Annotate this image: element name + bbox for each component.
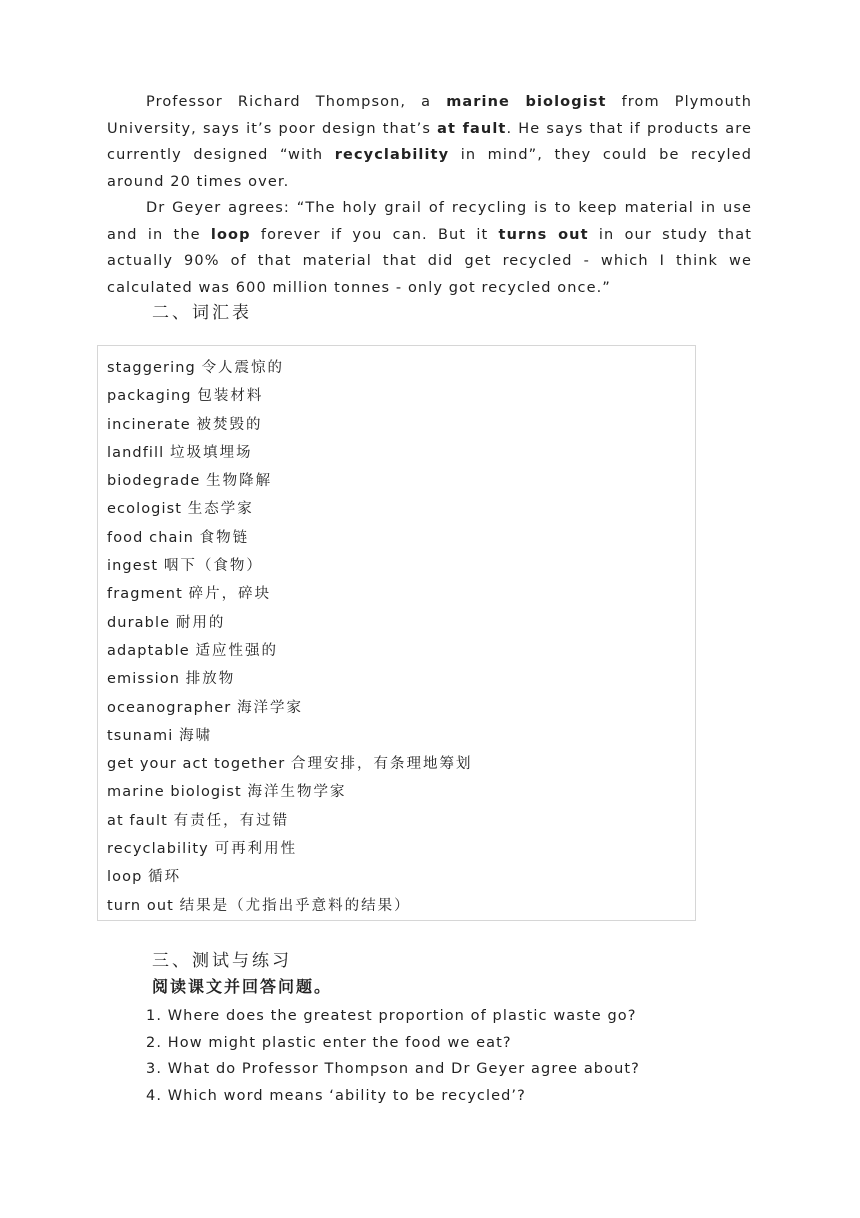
vocab-item: [107, 411, 473, 439]
vocab-item: [107, 694, 473, 722]
vocab-item: [107, 778, 473, 806]
vocab-term: biodegrade: [107, 473, 201, 490]
vocabulary-list: [107, 354, 473, 920]
vocab-term: tsunami: [107, 727, 174, 744]
vocab-item: [107, 807, 473, 835]
vocab-item: [107, 637, 473, 665]
vocab-translation: 碎片，碎块: [188, 586, 272, 603]
term-turns-out: turns out: [498, 226, 589, 243]
vocab-item: [107, 382, 473, 410]
vocab-translation: 咽下（食物）: [163, 558, 263, 575]
vocab-term: ecologist: [107, 501, 183, 518]
vocab-term: recyclability: [107, 841, 209, 858]
vocab-item: [107, 354, 473, 382]
vocab-term: oceanographer: [107, 699, 238, 716]
vocab-item: [107, 467, 473, 495]
vocab-item: [107, 439, 473, 467]
vocab-translation: 食物链: [199, 529, 250, 546]
vocab-term: incinerate: [107, 416, 197, 433]
term-recyclability: recyclability: [334, 147, 450, 163]
vocab-item: [107, 665, 473, 693]
question-item: 1. Where does the greatest proportion of plastic waste go?: [146, 1008, 637, 1024]
vocab-translation: 海洋学家: [237, 699, 304, 716]
vocab-translation: 结果是（尤指出乎意料的结果）: [179, 897, 411, 914]
vocab-term: get your act together: [107, 756, 286, 773]
vocab-translation: 合理安排，有条理地筹划: [291, 756, 473, 773]
section-title-vocabulary: 二、词汇表: [152, 303, 252, 323]
passage-paragraph-2: Dr Geyer agrees: “The holy grail of recycling is to keep material in use and in the loop forever if you can. But it turns out in our study that actually 90% of that material that did get recycled - which I think we calculated was 600 million tonnes - only got recycled once.”: [107, 200, 752, 296]
term-loop: loop: [210, 226, 251, 243]
vocab-translation: 海啸: [179, 727, 213, 744]
question-item: 4. Which word means ‘ability to be recycled’?: [146, 1087, 526, 1104]
vocab-item: [107, 552, 473, 580]
vocab-translation: 有责任，有过错: [173, 812, 290, 829]
vocab-item: [107, 892, 473, 920]
vocab-term: fragment: [107, 586, 183, 603]
vocab-translation: 海洋生物学家: [247, 784, 347, 801]
passage-paragraph-1: Professor Richard Thompson, a marine biologist from Plymouth University, says it’s poor design that’s at fault. He says that if products are currently designed “with recyclability in mind”, they could be recyled around 20 times over.: [107, 94, 753, 190]
vocab-translation: 适应性强的: [195, 642, 279, 659]
vocab-item: [107, 863, 473, 891]
term-at-fault: at fault: [437, 120, 507, 137]
vocab-term: adaptable: [107, 642, 190, 659]
vocab-item: [107, 722, 473, 750]
vocab-translation: 生物降解: [206, 473, 273, 490]
question-item: 2. How might plastic enter the food we eat?: [146, 1034, 512, 1051]
vocab-translation: 耐用的: [175, 614, 226, 631]
vocab-item: [107, 835, 473, 863]
vocab-translation: 可再利用性: [214, 841, 298, 858]
vocab-item: [107, 609, 473, 637]
vocab-translation: 垃圾填埋场: [170, 444, 253, 461]
vocab-term: food chain: [107, 529, 194, 546]
vocab-term: emission: [107, 671, 181, 688]
question-list: [146, 1003, 640, 1109]
section-title-exercises: 三、测试与练习: [152, 951, 292, 971]
vocabulary-table: [97, 345, 696, 921]
vocab-translation: 包装材料: [197, 388, 264, 405]
vocab-term: landfill: [107, 444, 165, 461]
vocab-term: loop: [107, 869, 149, 886]
vocab-translation: 令人震惊的: [201, 360, 285, 376]
question-item: 3. What do Professor Thompson and Dr Geyer agree about?: [146, 1061, 640, 1078]
vocab-item: [107, 580, 473, 608]
exercise-instruction: 阅读课文并回答问题。: [152, 977, 333, 996]
vocab-translation: 循环: [148, 869, 182, 886]
vocab-translation: 被焚毁的: [196, 416, 263, 433]
vocab-item: [107, 524, 473, 552]
vocab-translation: 排放物: [185, 671, 236, 688]
vocab-term: turn out: [107, 897, 180, 914]
vocab-term: marine biologist: [107, 784, 242, 801]
vocab-term: at fault: [107, 812, 168, 829]
vocab-term: ingest: [107, 558, 159, 575]
vocab-translation: 生态学家: [187, 501, 254, 518]
vocab-item: [107, 495, 473, 523]
vocab-term: packaging: [107, 388, 192, 405]
vocab-item: [107, 750, 473, 778]
vocab-term: staggering: [107, 360, 196, 376]
term-marine-biologist: marine biologist: [446, 94, 607, 110]
vocab-term: durable: [107, 614, 171, 631]
